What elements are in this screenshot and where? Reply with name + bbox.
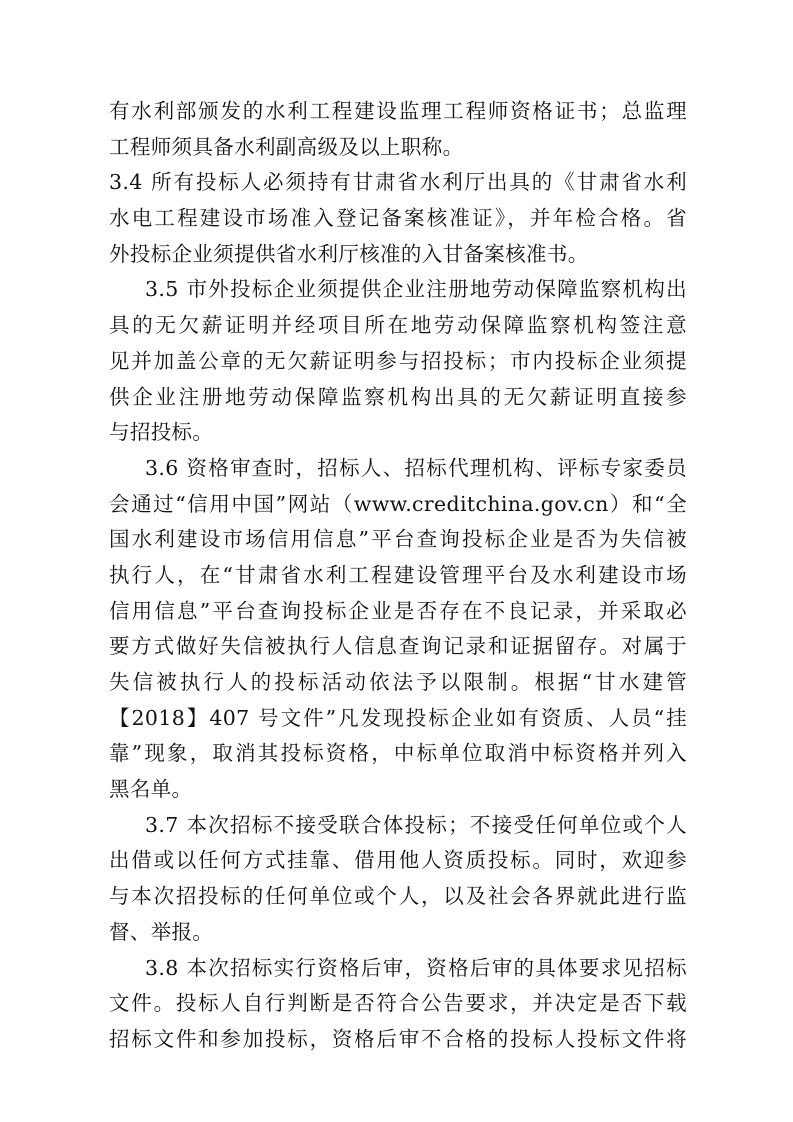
text-line: 招标文件和参加投标，资格后审不合格的投标人投标文件将	[109, 1026, 687, 1051]
text-line: 靠”现象，取消其投标资格，中标单位取消中标资格并列入	[109, 741, 687, 766]
text-line: 有水利部颁发的水利工程建设监理工程师资格证书；总监理	[109, 99, 687, 123]
text-line: 黑名单。	[109, 777, 193, 802]
text-line: 具的无欠薪证明并经项目所在地劳动保障监察机构签注意	[109, 313, 687, 338]
text-line: 失信被执行人的投标活动依法予以限制。根据“甘水建管	[109, 670, 687, 694]
text-line: 与招投标。	[109, 420, 214, 445]
text-line: 要方式做好失信被执行人信息查询记录和证据留存。对属于	[109, 634, 687, 659]
paragraph-start-line: 3.8 本次招标实行资格后审，资格后审的具体要求见招标	[145, 955, 687, 980]
text-line: 外投标企业须提供省水利厅核准的入甘备案核准书。	[109, 241, 589, 266]
text-line: 出借或以任何方式挂靠、借用他人资质投标。同时，欢迎参	[109, 848, 687, 873]
text-line: 督、举报。	[109, 919, 214, 944]
text-line: 会通过“信用中国”网站（www.creditchina.gov.cn）和“全	[109, 491, 687, 516]
text-line: 信用信息”平台查询投标企业是否存在不良记录，并采取必	[109, 598, 687, 623]
document-body	[109, 94, 687, 1058]
text-line: 3.4 所有投标人必须持有甘肃省水利厅出具的《甘肃省水利	[109, 170, 687, 195]
text-line: 国水利建设市场信用信息”平台查询投标企业是否为失信被	[109, 527, 687, 552]
text-line: 与本次招投标的任何单位或个人，以及社会各界就此进行监	[109, 884, 687, 909]
paragraph-start-line: 3.6 资格审查时，招标人、招标代理机构、评标专家委员	[145, 455, 687, 480]
text-line: 【2018】407 号文件”凡发现投标企业如有资质、人员“挂	[109, 705, 687, 730]
text-line: 文件。投标人自行判断是否符合公告要求，并决定是否下载	[109, 991, 687, 1016]
text-line: 执行人，在“甘肃省水利工程建设管理平台及水利建设市场	[109, 562, 687, 587]
text-line: 供企业注册地劳动保障监察机构出具的无欠薪证明直接参	[109, 384, 687, 409]
text-line: 工程师须具备水利副高级及以上职称。	[109, 134, 464, 159]
text-line: 水电工程建设市场准入登记备案核准证》，并年检合格。省	[109, 206, 687, 231]
paragraph-start-line: 3.7 本次招标不接受联合体投标；不接受任何单位或个人	[145, 812, 687, 837]
paragraph-start-line: 3.5 市外投标企业须提供企业注册地劳动保障监察机构出	[145, 277, 687, 302]
text-line: 见并加盖公章的无欠薪证明参与招投标；市内投标企业须提	[109, 348, 687, 373]
